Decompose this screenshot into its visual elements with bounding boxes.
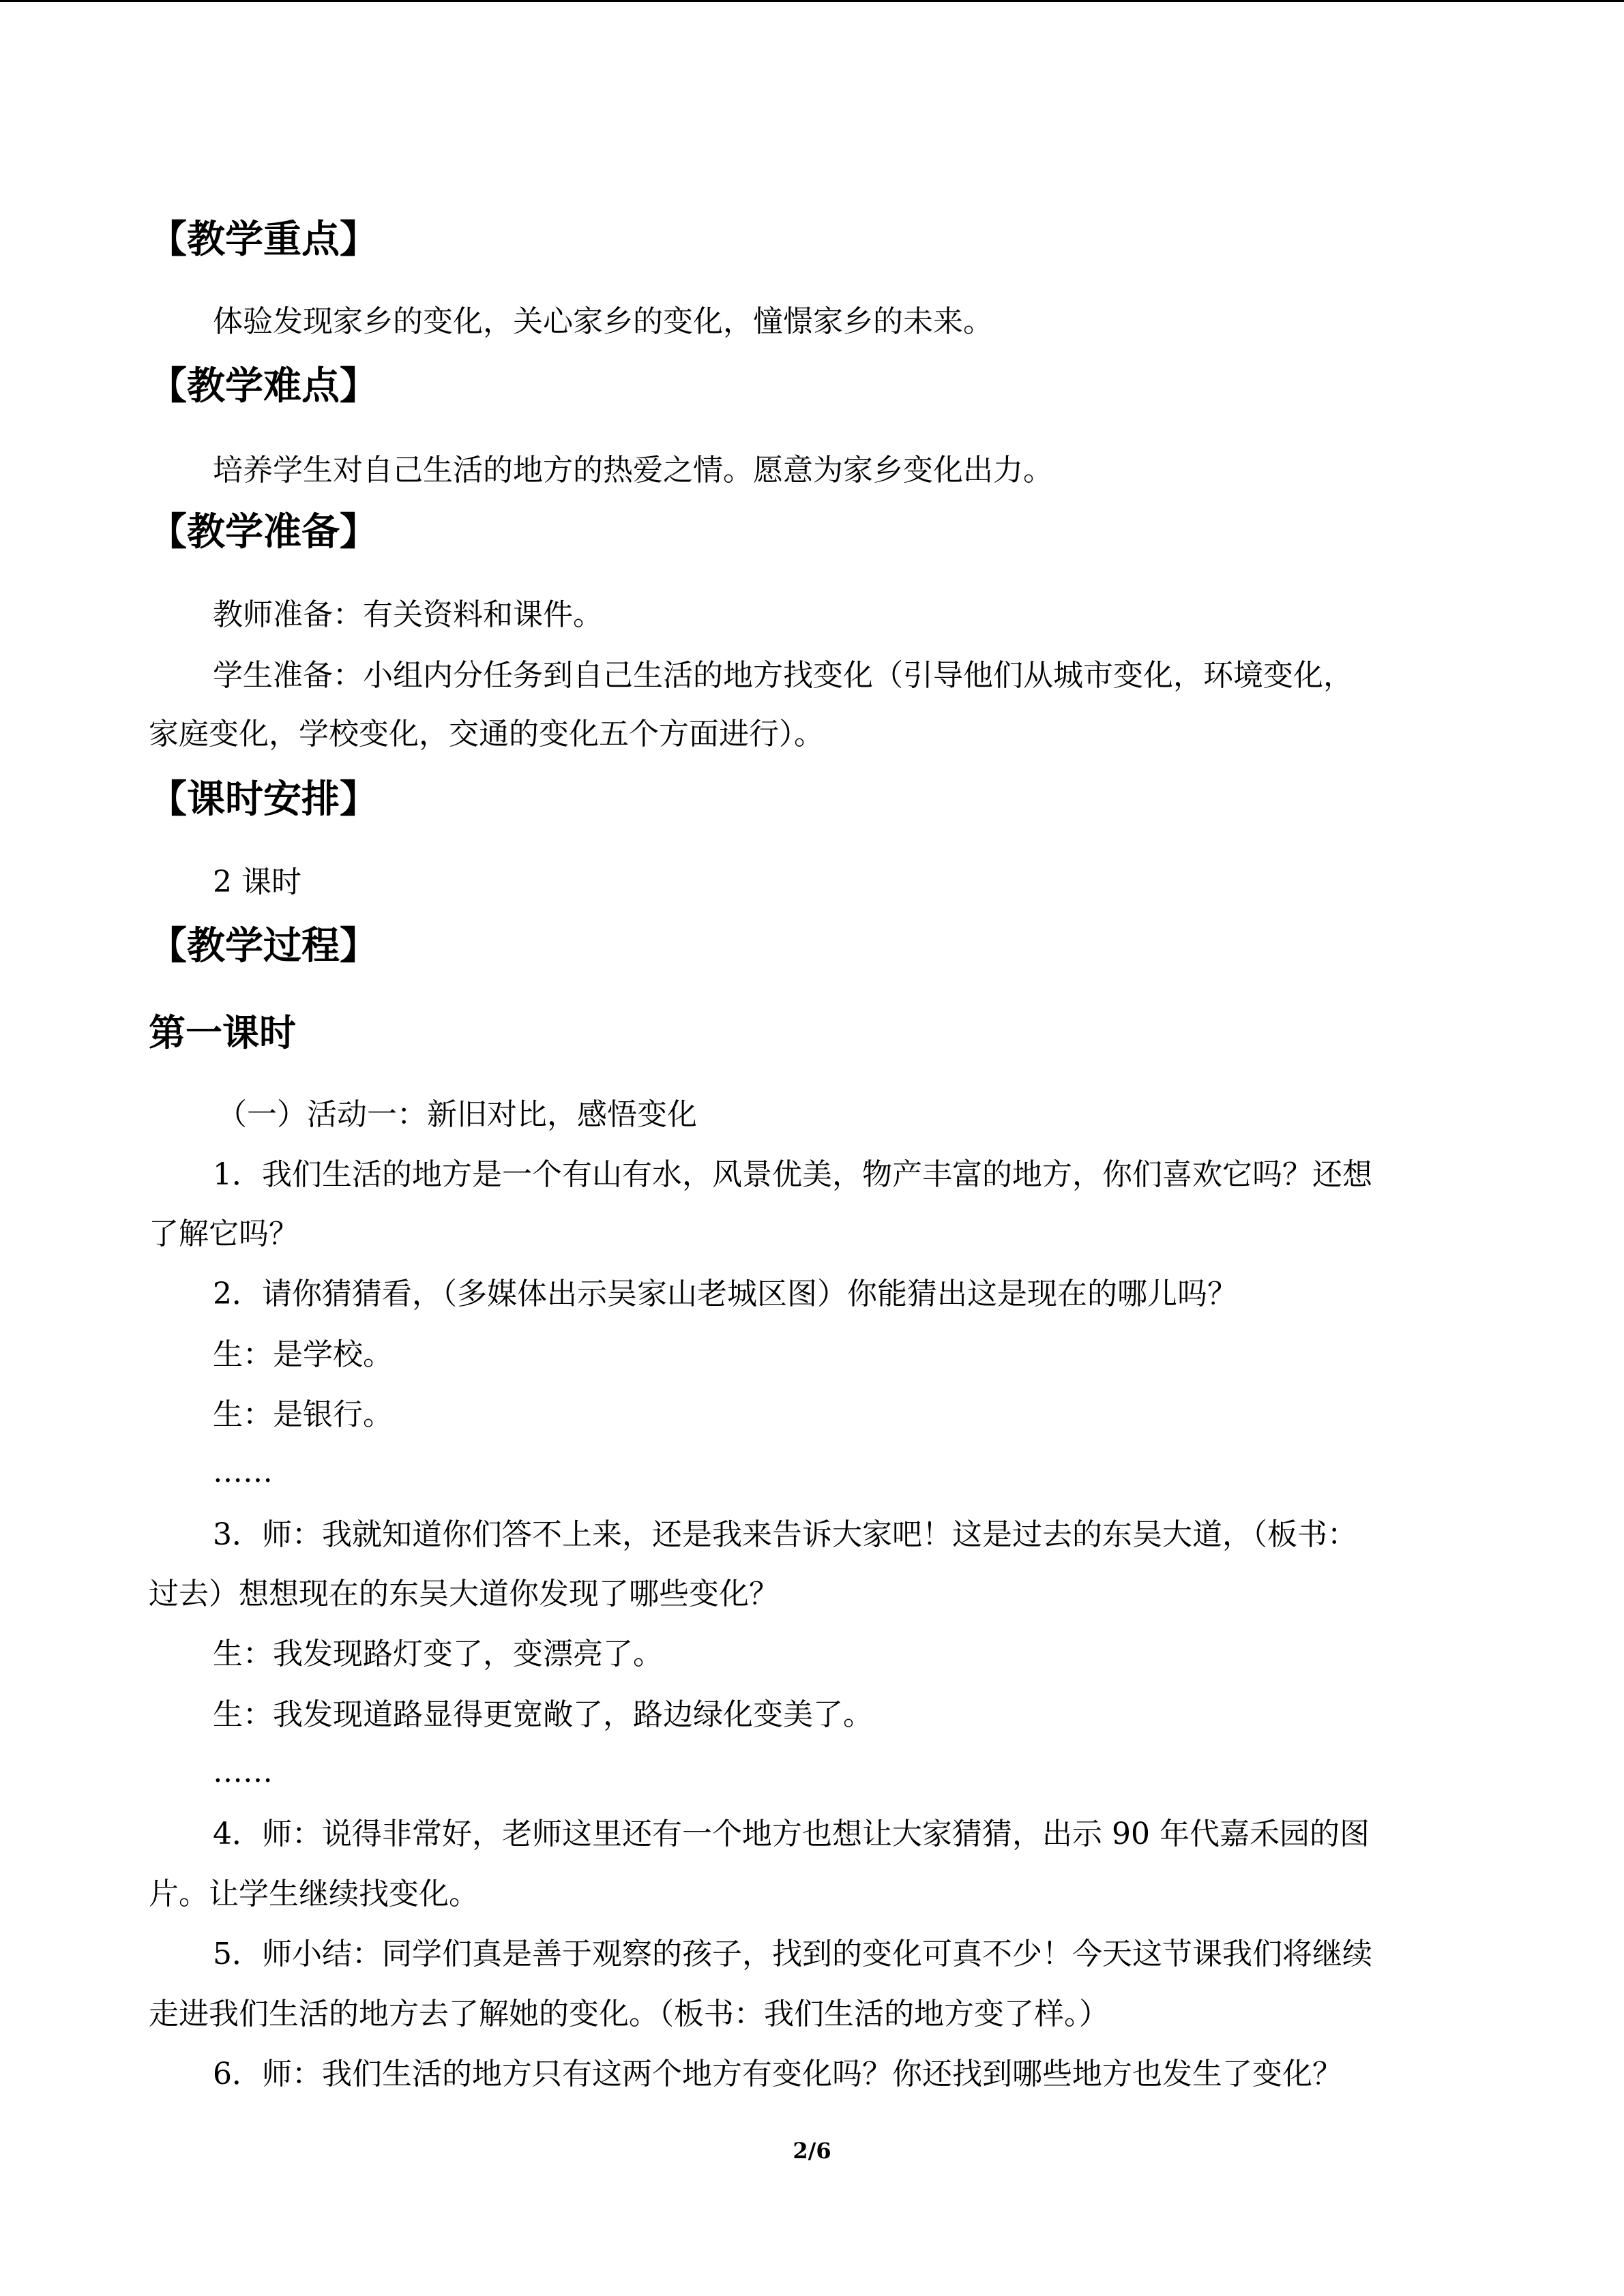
- paragraph-3-line2: 过去）想想现在的东吴大道你发现了哪些变化？: [149, 1577, 779, 1611]
- lesson-title: 第一课时: [149, 1011, 296, 1054]
- paragraph-2: 2．请你猜猜看，（多媒体出示吴家山老城区图）你能猜出这是现在的哪儿吗？: [213, 1277, 1237, 1311]
- student-answer-4: 生：我发现道路显得更宽敞了，路边绿化变美了。: [213, 1697, 873, 1732]
- paragraph-3-line1: 3．师：我就知道你们答不上来，还是我来告诉大家吧！这是过去的东吴大道，（板书：: [213, 1517, 1357, 1552]
- heading-key-points: 【教学重点】: [149, 218, 378, 262]
- top-border-line: [0, 0, 1624, 2]
- schedule-text: 2 课时: [213, 865, 301, 899]
- student-preparation-line2: 家庭变化，学校变化，交通的变化五个方面进行）。: [149, 717, 824, 751]
- paragraph-6: 6．师：我们生活的地方只有这两个地方有变化吗？你还找到哪些地方也发生了变化？: [213, 2057, 1342, 2091]
- ellipsis-2: ……: [213, 1755, 273, 1789]
- paragraph-4-line1: 4．师：说得非常好，老师这里还有一个地方也想让大家猜猜，出示 90 年代嘉禾园的图: [213, 1817, 1370, 1851]
- heading-schedule: 【课时安排】: [149, 777, 378, 822]
- key-points-text: 体验发现家乡的变化，关心家乡的变化，憧憬家乡的未来。: [213, 304, 993, 339]
- heading-preparation: 【教学准备】: [149, 510, 378, 554]
- paragraph-1-line1: 1．我们生活的地方是一个有山有水，风景优美，物产丰富的地方，你们喜欢它吗？还想: [213, 1157, 1372, 1192]
- student-answer-1: 生：是学校。: [213, 1337, 393, 1372]
- student-preparation-line1: 学生准备：小组内分任务到自己生活的地方找变化（引导他们从城市变化，环境变化，: [213, 658, 1353, 693]
- heading-process: 【教学过程】: [149, 924, 378, 968]
- page-number: 2/6: [793, 2138, 831, 2164]
- paragraph-5-line2: 走进我们生活的地方去了解她的变化。（板书：我们生活的地方变了样。）: [149, 1997, 1109, 2031]
- heading-difficult-points: 【教学难点】: [149, 364, 378, 408]
- paragraph-5-line1: 5．师小结：同学们真是善于观察的孩子，找到的变化可真不少！今天这节课我们将继续: [213, 1937, 1372, 1971]
- teacher-preparation: 教师准备：有关资料和课件。: [213, 597, 603, 632]
- student-answer-3: 生：我发现路灯变了，变漂亮了。: [213, 1637, 663, 1671]
- ellipsis-1: ……: [213, 1455, 273, 1489]
- paragraph-4-line2: 片。让学生继续找变化。: [149, 1877, 479, 1911]
- activity-title: （一）活动一：新旧对比，感悟变化: [217, 1097, 697, 1132]
- paragraph-1-line2: 了解它吗？: [149, 1217, 299, 1251]
- student-answer-2: 生：是银行。: [213, 1397, 393, 1432]
- difficult-points-text: 培养学生对自己生活的地方的热爱之情。愿意为家乡变化出力。: [213, 453, 1053, 488]
